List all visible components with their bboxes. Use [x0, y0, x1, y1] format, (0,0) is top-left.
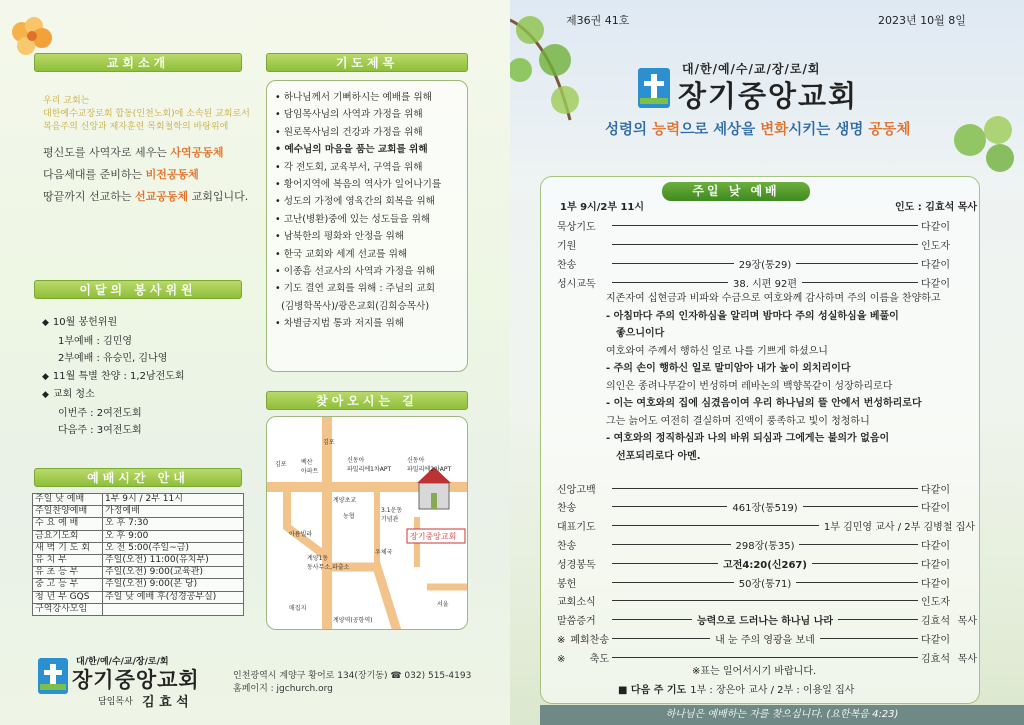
schedule-service: 유 치 부: [33, 554, 103, 566]
order-item-label: 찬송: [557, 259, 577, 271]
church-intro: [43, 95, 253, 208]
map-label: 서울: [437, 601, 449, 608]
leader-line: [612, 244, 918, 245]
leader-line: [612, 263, 734, 264]
prayer-header: 기도제목: [266, 53, 468, 72]
prayer-item: • 예수님의 마음을 품는 교회를 위해: [275, 141, 461, 158]
prayer-list: [267, 81, 467, 333]
schedule-row: [33, 542, 244, 554]
worship-order-row: [557, 593, 977, 609]
volunteer-row: 1부예배 : 김민영: [58, 335, 133, 347]
order-item-label: 묵상기도: [557, 221, 596, 233]
volunteer-row: 다음주 : 3여전도회: [58, 425, 142, 436]
reading-line: 선포되리로다 아멘.: [616, 450, 701, 462]
brand-title: 장기중앙교회: [678, 79, 859, 113]
logo-title: 장기중앙교회: [72, 668, 200, 692]
order-item-content: 내 눈 주의 영광을 보네: [715, 634, 815, 646]
leader-line: [612, 600, 918, 601]
intro-header: 교회소개: [34, 53, 242, 72]
leader-line: [612, 657, 918, 658]
schedule-row: [33, 506, 244, 518]
worship-order-title: 주일 낮 예배: [662, 182, 810, 201]
service-leader: 인도 : 김효석 목사: [895, 202, 978, 213]
order-item-label: ※축도: [557, 653, 609, 665]
service-time: 1부 9시/2부 11시: [560, 202, 645, 213]
order-item-label: 봉헌: [557, 578, 577, 590]
order-item-label: 찬송: [557, 540, 577, 552]
volunteer-row: ◆ 10월 봉헌위원: [42, 317, 118, 328]
prayer-item: • 하나님께서 기뻐하시는 예배를 위해: [275, 89, 461, 106]
map-label: 아름빌라: [289, 531, 313, 538]
schedule-row: [33, 554, 244, 566]
intro-community-3: 땅끝까지 선교하는 선교공동체 교회입니다.: [43, 190, 249, 203]
map-label: 계양역(공항역): [333, 617, 373, 624]
right-page: [510, 0, 1024, 725]
schedule-service: 금요기도회: [33, 530, 103, 542]
leader-line: [612, 525, 819, 526]
reading-line: 그는 늙어도 여전히 결실하며 진액이 풍족하고 빛이 청청하니: [606, 415, 870, 427]
schedule-row: [33, 518, 244, 530]
bulletin-date: 2023년 10월 8일: [878, 14, 966, 27]
worship-order-row: [557, 255, 977, 271]
worship-order-row: [557, 217, 977, 233]
prayer-item: • 한국 교회와 세계 선교를 위해: [275, 246, 461, 263]
map-label: 계양초교: [333, 497, 357, 504]
prayer-item: • 기도 결연 교회를 위해 : 주님의 교회: [275, 280, 461, 297]
leader-line: [612, 619, 692, 620]
order-item-label: 찬송: [557, 503, 577, 515]
prayer-box: [266, 80, 468, 372]
map-header: 찾아오시는 길: [266, 391, 468, 410]
intro-community-2: 다음세대를 준비하는 비전공동체: [43, 168, 199, 181]
leader-line: [612, 563, 718, 564]
order-item-content: 38. 시편 92편: [733, 278, 797, 290]
schedule-time: [103, 603, 244, 615]
leaf-decoration: [940, 110, 1024, 180]
schedule-time: 오 후 7:30: [103, 518, 244, 530]
map-label: 김포: [323, 439, 335, 446]
logo-subtitle: 대/한/예/수/교/장/로/회: [76, 657, 169, 667]
prayer-item: • 남북한의 평화와 안정을 위해: [275, 228, 461, 245]
church-logo-left: [38, 654, 238, 714]
reading-line: 의인은 종려나무같이 번성하며 레바논의 백향목같이 성장하리로다: [606, 380, 893, 392]
issue-number: 제36권 41호: [566, 14, 630, 27]
map-label: 우체국: [375, 549, 393, 556]
intro-line: 우리 교회는: [43, 96, 90, 106]
worship-order-row: [557, 612, 977, 628]
volunteer-row: 2부예배 : 유승민, 김나영: [58, 353, 168, 364]
standing-note: ※표는 일어서시기 바랍니다.: [692, 666, 817, 677]
leader-line: [612, 488, 918, 489]
schedule-header: 예배시간 안내: [34, 468, 242, 487]
order-item-person: 다같이: [921, 634, 950, 646]
prayer-item: • 담임목사님의 사역과 가정을 위해: [275, 106, 461, 123]
schedule-row: [33, 567, 244, 579]
worship-order-row: [557, 536, 977, 552]
leader-line: [799, 544, 918, 545]
prayer-item: • 황어지역에 복음의 역사가 일어나기를: [275, 176, 461, 193]
leader-line: [612, 506, 727, 507]
volunteer-row: ◆ 교회 청소: [42, 389, 95, 400]
church-address: [233, 670, 471, 696]
leader-line: [812, 563, 918, 564]
order-item-person: 다같이: [921, 221, 950, 233]
schedule-service: 새 벽 기 도 회: [33, 542, 103, 554]
order-item-person: 인도자: [921, 597, 950, 609]
homepage-line: 홈페이지 : jgchurch.org: [233, 684, 333, 694]
map-label: 김포: [275, 461, 287, 468]
responsive-reading: [606, 290, 986, 465]
schedule-time: 가정예배: [103, 506, 244, 518]
schedule-time: 주일(오전) 11:00(유치부): [103, 554, 244, 566]
order-item-label: 말씀증거: [557, 616, 596, 628]
schedule-service: 중 고 등 부: [33, 579, 103, 591]
map-label: 3.1운동 기념관: [381, 507, 403, 523]
schedule-service: 청 년 부 GQS: [33, 591, 103, 603]
leader-line: [612, 225, 918, 226]
order-item-content: 1부 김민영 교사 / 2부 김병철 집사: [823, 522, 975, 534]
schedule-table: [32, 493, 244, 616]
schedule-service: 수 요 예 배: [33, 518, 103, 530]
reading-line: 좋으니이다: [616, 328, 665, 339]
worship-order-row: [557, 499, 977, 515]
reading-line: - 이는 여호와의 집에 심겼음이여 우리 하나님의 뜰 안에서 번성하리로다: [606, 398, 922, 409]
schedule-row: [33, 579, 244, 591]
schedule-service: 유 초 등 부: [33, 567, 103, 579]
worship-order-row: [557, 236, 977, 252]
order-item-person: 다같이: [921, 578, 950, 590]
cross-icon: [638, 68, 670, 108]
leader-line: [796, 263, 918, 264]
map-label: 신동아 파밀리에2차APT: [407, 457, 452, 473]
leader-line: [802, 282, 918, 283]
prayer-item: (김병학목사)/광은교회(김희승목사): [281, 300, 430, 312]
intro-line: 복음주의 신앙과 제자훈련 목회철학의 바탕위에: [43, 122, 229, 132]
leader-line: [796, 582, 918, 583]
order-item-label: 성시교독: [557, 278, 596, 290]
order-item-label: 성경봉독: [557, 559, 596, 571]
map-label: 백산 아파트: [301, 459, 319, 475]
map-label: 계양1동 동사무소,파출소: [307, 555, 350, 571]
schedule-row: [33, 530, 244, 542]
church-slogan: 성령의 능력으로 세상을 변화시키는 생명 공동체: [605, 122, 911, 138]
pastor-title: 담임목사: [98, 697, 133, 707]
schedule-time: 오 전 5:00(주일~금): [103, 542, 244, 554]
schedule-time: 오 후 9:00: [103, 530, 244, 542]
reading-line: - 아침마다 주의 인자하심을 알리며 밤마다 주의 성실하심을 베풀이: [606, 310, 899, 322]
schedule-service: 구역강사모임: [33, 603, 103, 615]
reading-line: - 주의 손이 행하신 일로 말미암아 내가 높이 외치리이다: [606, 363, 851, 374]
leader-line: [838, 619, 918, 620]
worship-order-row: [557, 480, 977, 496]
leader-line: [803, 506, 918, 507]
order-item-label: 기원: [557, 240, 577, 252]
prayer-item: • 원로목사님의 건강과 가정을 위해: [275, 124, 461, 141]
schedule-time: 1부 9시 / 2부 11시: [103, 494, 244, 506]
leader-line: [820, 638, 918, 639]
map-label: 농협: [343, 513, 355, 520]
left-page: [0, 0, 510, 725]
intro-community-1: 평신도를 사역자로 세우는 사역공동체: [43, 146, 224, 159]
reading-line: - 여호와의 정직하심과 나의 바위 되심과 그에게는 불의가 없음이: [606, 433, 890, 444]
order-item-person: 다같이: [921, 484, 950, 496]
volunteer-row: ◆ 11월 특별 찬양 : 1,2남전도회: [42, 370, 185, 382]
address-line: 인천광역시 계양구 황어로 134(장기동) ☎ 032) 515-4193: [233, 671, 472, 681]
schedule-time: 주일(오전) 9:00(본 당): [103, 579, 244, 591]
order-item-person: 다같이: [921, 278, 950, 290]
map-label: 신동아 파밀리에1차APT: [347, 457, 392, 473]
prayer-item: • 고난(병환)중에 있는 성도들을 위해: [275, 211, 461, 228]
order-item-content: 50장(통71): [738, 578, 792, 590]
schedule-time: 주일 낮 예배 후(성경공부실): [103, 591, 244, 603]
reading-line: 지존자여 십현금과 비파와 수금으로 여호와께 감사하며 주의 이름을 찬양하고: [606, 293, 941, 304]
order-item-person: 다같이: [921, 540, 950, 552]
order-item-person: 다같이: [921, 259, 950, 271]
volunteers-list: [42, 314, 242, 440]
prayer-item: • 성도의 가정에 영육간의 회복을 위해: [275, 193, 461, 210]
order-item-person: 다같이: [921, 559, 950, 571]
brand-subtitle: 대/한/예/수/교/장/로/회: [682, 62, 821, 76]
schedule-service: 주일찬양예배: [33, 506, 103, 518]
schedule-service: 주일 낮 예배: [33, 494, 103, 506]
order-item-label: 신앙고백: [557, 484, 596, 496]
volunteer-row: 이번주 : 2여전도회: [58, 407, 142, 419]
volunteers-header: 이달의 봉사위원: [34, 280, 242, 299]
prayer-item: • 차별금지법 통과 저지를 위해: [275, 315, 461, 332]
worship-order-row: [557, 518, 977, 534]
map-label: 매집지: [289, 605, 307, 612]
order-item-person: 김효석 목사: [921, 616, 977, 628]
worship-order-row: [557, 630, 977, 646]
worship-order-row: [557, 555, 977, 571]
schedule-time: 주일(오전) 9:00(교육관): [103, 567, 244, 579]
leader-line: [612, 282, 728, 283]
order-item-person: 인도자: [921, 240, 950, 252]
location-map: [266, 416, 468, 630]
church-marker-label: 장기중앙교회: [410, 532, 457, 541]
order-item-person: 김효석 목사: [921, 653, 977, 665]
footer-verse: 하나님은 예배하는 자를 찾으십니다. (요한복음 4:23): [540, 705, 1024, 725]
leader-line: [612, 582, 734, 583]
cross-icon: [38, 658, 68, 694]
leader-line: [612, 544, 731, 545]
worship-order-row: [557, 274, 977, 290]
order-item-label: ※폐회찬송: [557, 634, 609, 646]
order-item-label: 교회소식: [557, 597, 596, 609]
order-item-content: 능력으로 드러나는 하나님 나라: [696, 616, 834, 628]
prayer-item: • 각 전도회, 교육부서, 구역을 위해: [275, 159, 461, 176]
schedule-row: [33, 591, 244, 603]
pastor-name: 김 효 석: [142, 695, 189, 710]
leader-line: [612, 638, 710, 639]
schedule-row: [33, 603, 244, 615]
schedule-row: [33, 494, 244, 506]
order-item-content: 461장(통519): [732, 503, 798, 515]
next-week-prayer: ■ 다음 주 기도 1부 : 장은아 교사 / 2부 : 이용일 집사: [618, 685, 855, 696]
order-item-content: 298장(통35): [735, 540, 795, 552]
prayer-item: • 이종흠 선교사의 사역과 가정을 위해: [275, 263, 461, 280]
order-item-content: 29장(통29): [738, 259, 792, 271]
worship-order-row: [557, 574, 977, 590]
intro-line: 대한예수교장로회 합동(인천노회)에 소속된 교회로서: [43, 109, 250, 119]
order-item-person: 다같이: [921, 503, 950, 515]
order-item-content: 고전4:20(신267): [723, 559, 807, 571]
order-item-label: 대표기도: [557, 522, 596, 534]
reading-line: 여호와여 주께서 행하신 일로 나를 기쁘게 하셨으니: [606, 345, 828, 357]
